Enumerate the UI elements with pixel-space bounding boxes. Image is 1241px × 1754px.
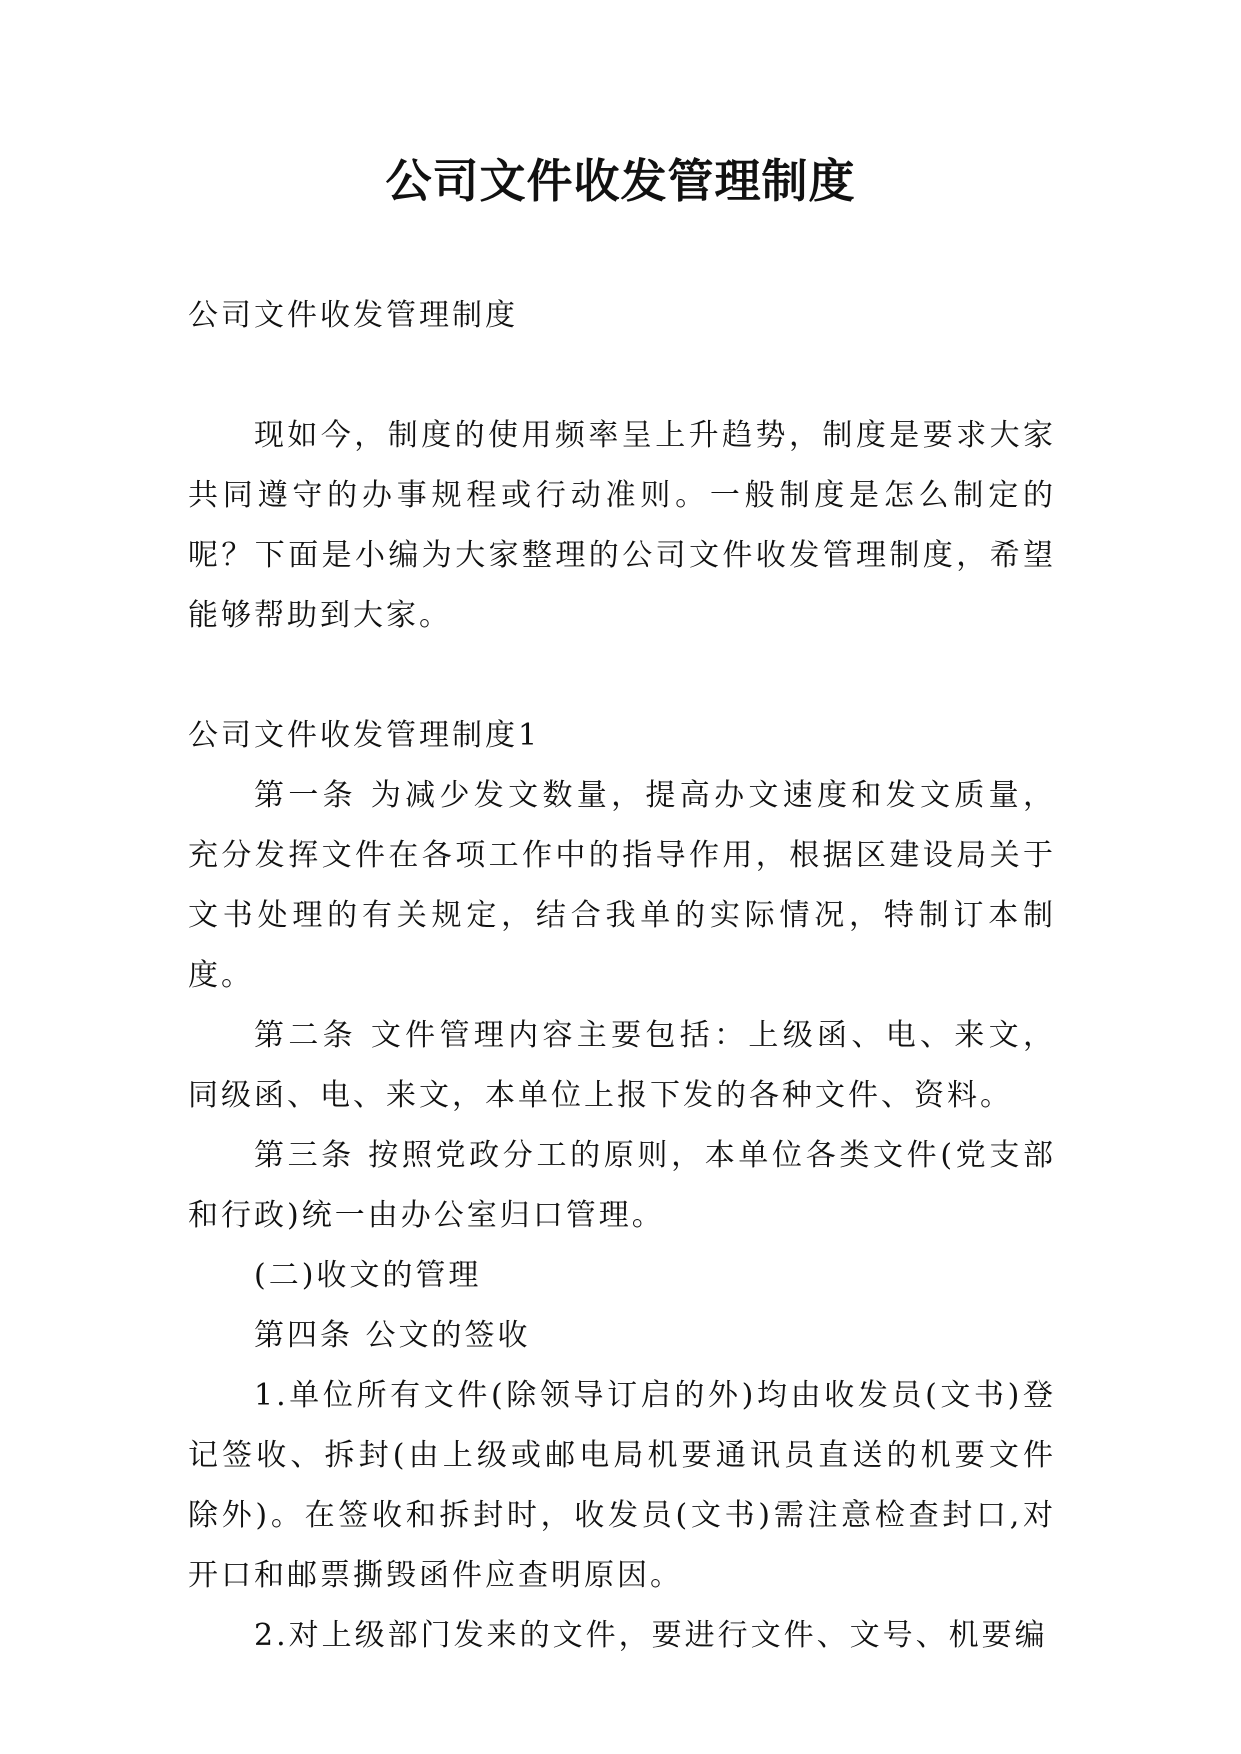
- article-2-paragraph: 第二条 文件管理内容主要包括：上级函、电、来文，同级函、电、来文，本单位上报下发的各种文件、资料。: [188, 1018, 1056, 1113]
- section-heading: 公司文件收发管理制度1: [188, 718, 541, 753]
- article-1-paragraph: 第一条 为减少发文数量，提高办文速度和发文质量，充分发挥文件在各项工作中的指导作用，根据区建设局关于文书处理的有关规定，结合我单的实际情况，特制订本制度。: [188, 778, 1056, 993]
- item-1-paragraph: 1.单位所有文件(除领导订启的外)均由收发员(文书)登记签收、拆封(由上级或邮电局机要通讯员直送的机要文件除外)。在签收和拆封时，收发员(文书)需注意检查封口,对开口和邮票撕毁函件应查明原因。: [188, 1378, 1056, 1593]
- document-title: 公司文件收发管理制度: [385, 154, 856, 208]
- item-2-paragraph: 2.对上级部门发来的文件，要进行文件、文号、机要编: [254, 1618, 1048, 1653]
- article-3-paragraph: 第三条 按照党政分工的原则，本单位各类文件(党支部和行政)统一由办公室归口管理。: [188, 1138, 1056, 1233]
- article-4-heading: 第四条 公文的签收: [254, 1318, 531, 1353]
- document-body: [188, 286, 1056, 1666]
- receipt-management-heading: (二)收文的管理: [254, 1258, 482, 1293]
- intro-paragraph: 现如今，制度的使用频率呈上升趋势，制度是要求大家共同遵守的办事规程或行动准则。一般制度是怎么制定的呢？下面是小编为大家整理的公司文件收发管理制度，希望能够帮助到大家。: [188, 418, 1056, 633]
- document-subtitle: 公司文件收发管理制度: [188, 298, 518, 333]
